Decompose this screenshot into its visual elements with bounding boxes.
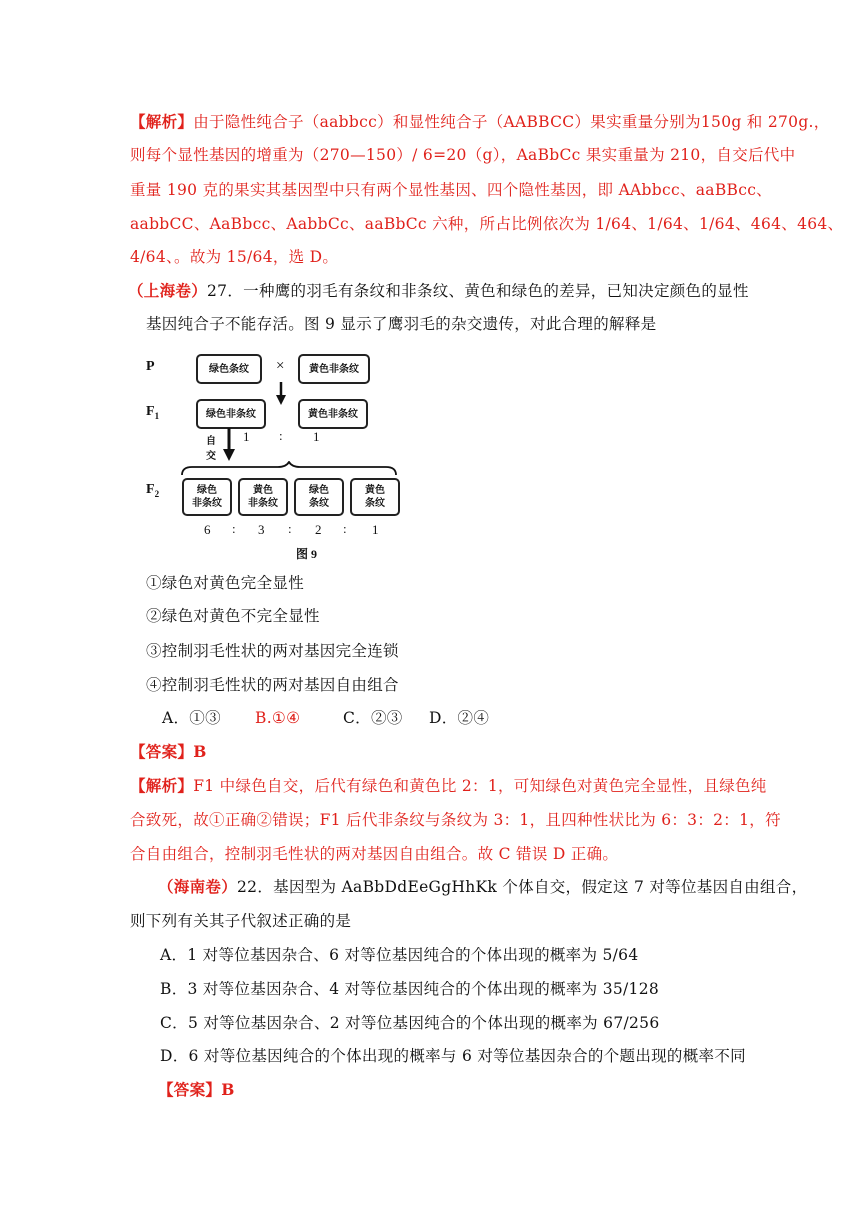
f2-ratio-3: 3 bbox=[258, 522, 265, 537]
f2-ratio-1: 1 bbox=[372, 522, 379, 537]
figure-caption: 图 9 bbox=[296, 547, 318, 561]
q27-source: （上海卷） bbox=[128, 281, 208, 300]
f2-brace-icon bbox=[180, 461, 400, 477]
cross-symbol: × bbox=[276, 358, 285, 374]
f2-ratio-6: 6 bbox=[204, 522, 211, 537]
analysis-line-2: 则每个显性基因的增重为（270—150）/ 6=20（g），AaBbCc 果实重量为 210，自交后代中 bbox=[130, 146, 796, 164]
f2-ratio-colon-2: : bbox=[288, 521, 292, 536]
figure-9 bbox=[140, 348, 430, 563]
q22-option-c: C．5 对等位基因杂合、2 对等位基因纯合的个体出现的概率为 67/256 bbox=[160, 1014, 660, 1032]
q27-stem-line-2: 基因纯合子不能存活。图 9 显示了鹰羽毛的杂交遗传，对此合理的解释是 bbox=[146, 315, 657, 333]
gen-p-label: P bbox=[146, 359, 155, 374]
q27-analysis-line-2: 合致死，故①正确②错误；F1 后代非条纹与条纹为 3：1，且四种性状比为 6：3：2：1，符 bbox=[130, 811, 781, 829]
q27-choice-a: A．①③ bbox=[162, 709, 221, 727]
f1-box-green-nonstriped: 绿色非条纹 bbox=[196, 399, 266, 429]
analysis-line-1: 【解析】由于隐性纯合子（aabbcc）和显性纯合子（AABBCC）果实重量分别为150g 和 270g.， bbox=[130, 112, 830, 131]
analysis-line-3: 重量 190 克的果实其基因型中只有两个显性基因、四个隐性基因，即 AAbbcc、aaBBcc、 bbox=[130, 181, 772, 199]
analysis-line-5: 4/64、。故为 15/64，选 D。 bbox=[130, 248, 339, 266]
f2-ratio-2: 2 bbox=[315, 522, 322, 537]
gen-f2-label: $F_2$ bbox=[146, 482, 160, 499]
q27-option-3: ③控制羽毛性状的两对基因完全连锁 bbox=[146, 642, 399, 660]
f2-box-green-nonstriped: 绿色 非条纹 bbox=[182, 478, 232, 516]
q27-choice-b: B.①④ bbox=[255, 709, 301, 727]
q27-analysis-line-3: 合自由组合，控制羽毛性状的两对基因自由组合。故 C 错误 D 正确。 bbox=[130, 845, 619, 863]
p-box-yellow-nonstriped: 黄色非条纹 bbox=[298, 354, 370, 384]
q22-option-a: A．1 对等位基因杂合、6 对等位基因纯合的个体出现的概率为 5/64 bbox=[160, 946, 639, 964]
p-box-green-striped: 绿色条纹 bbox=[196, 354, 262, 384]
f1-box-yellow-nonstriped: 黄色非条纹 bbox=[298, 399, 368, 429]
q22-option-d: D．6 对等位基因纯合的个体出现的概率与 6 对等位基因杂合的个题出现的概率不同 bbox=[160, 1047, 746, 1065]
self-cross-label-2: 交 bbox=[206, 451, 216, 462]
f1-ratio-1: 1 bbox=[243, 429, 250, 444]
self-cross-arrow-icon bbox=[222, 428, 236, 462]
down-arrow-icon bbox=[275, 382, 287, 406]
q27-option-1: ①绿色对黄色完全显性 bbox=[146, 574, 305, 592]
q22-option-b: B．3 对等位基因杂合、4 对等位基因纯合的个体出现的概率为 35/128 bbox=[160, 980, 660, 998]
q27-stem-line-1: （上海卷）27．一种鹰的羽毛有条纹和非条纹、黄色和绿色的差异，已知决定颜色的显性 bbox=[128, 281, 749, 300]
f2-box-green-striped: 绿色 条纹 bbox=[294, 478, 344, 516]
q22-stem-line-2: 则下列有关其子代叙述正确的是 bbox=[130, 912, 352, 930]
q22-answer: 【答案】B bbox=[158, 1080, 235, 1099]
f2-box-yellow-striped: 黄色 条纹 bbox=[350, 478, 400, 516]
self-cross-label-1: 自 bbox=[206, 436, 216, 447]
q27-analysis-line-1: 【解析】F1 中绿色自交，后代有绿色和黄色比 2：1，可知绿色对黄色完全显性，且绿色纯 bbox=[130, 776, 767, 795]
q27-option-4: ④控制羽毛性状的两对基因自由组合 bbox=[146, 676, 399, 694]
q27-analysis-tag: 【解析】 bbox=[130, 776, 194, 795]
analysis-line-4: aabbCC、AaBbcc、AabbCc、aaBbCc 六种，所占比例依次为 1/64、1/64、1/64、464、464、 bbox=[130, 215, 844, 233]
gen-f1-label: $F_1$ bbox=[146, 404, 160, 421]
f2-ratio-colon-1: : bbox=[232, 521, 236, 536]
q27-choice-c: C．②③ bbox=[343, 709, 403, 727]
f1-ratio-2: 1 bbox=[313, 429, 320, 444]
f2-ratio-colon-3: : bbox=[343, 521, 347, 536]
q27-option-2: ②绿色对黄色不完全显性 bbox=[146, 607, 320, 625]
q22-stem-line-1: （海南卷）22．基因型为 AaBbDdEeGgHhKk 个体自交，假定这 7 对等位基因自由组合， bbox=[158, 877, 808, 896]
q27-answer: 【答案】B bbox=[130, 742, 207, 761]
q22-source: （海南卷） bbox=[158, 877, 238, 896]
q27-choice-d: D．②④ bbox=[429, 709, 490, 727]
f1-ratio-colon: : bbox=[279, 428, 283, 443]
f2-box-yellow-nonstriped: 黄色 非条纹 bbox=[238, 478, 288, 516]
analysis-tag: 【解析】 bbox=[130, 112, 194, 131]
